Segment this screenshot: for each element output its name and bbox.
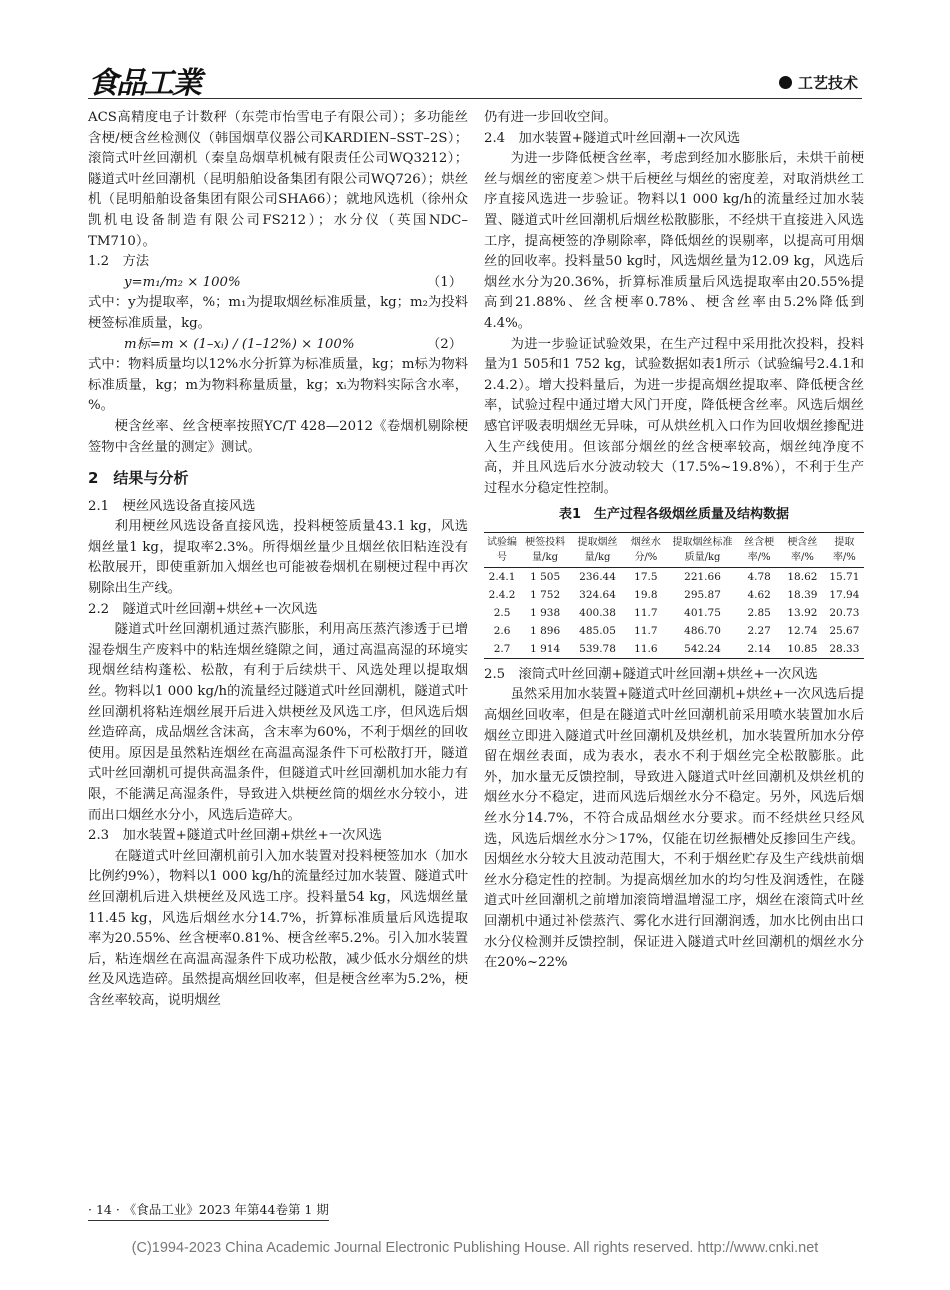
paragraph: 利用梗丝风选设备直接风选，投料梗签质量43.1 kg，风选烟丝量1 kg，提取率2.3%。所得烟丝量少且烟丝依旧粘连没有松散展开，即使重新加入烟丝也可能被卷烟机在剔梗过程中再次剔除出生产线。 [88,519,468,597]
paragraph: ACS高精度电子计数秤（东莞市怡雪电子有限公司）；多功能丝含梗/梗含丝检测仪（韩国烟草仪器公司KARDIEN–SST–2S）；滚筒式叶丝回潮机（秦皇岛烟草机械有限责任公司WQ3212）；隧道式叶丝回潮机（昆明船舶设备集团有限公司WQ726）；烘丝机（昆明船舶设备集团有限公司SHA66）；就地风选机（徐州众凯机电设备制造有限公司FS212）；水分仪（英国NDC–TM710）。 [88,110,468,249]
column-header: 提取率/% [825,532,864,567]
table-row [484,567,864,586]
section-heading: 2.3 加水装置+隧道式叶丝回潮+烘丝+一次风选 [88,828,382,844]
table-cell: 19.8 [634,588,658,601]
table-cell: 10.85 [780,640,825,659]
table-cell: 400.38 [579,606,616,619]
section-label [779,72,858,93]
table-row [484,622,864,640]
table-cell: 28.33 [825,640,864,659]
table-cell: 12.74 [787,624,818,637]
table-row [484,640,864,659]
section-label-text: 工艺技术 [797,74,858,92]
table-cell: 2.14 [738,640,780,659]
column-header: 提取烟丝量/kg [570,532,625,567]
table-cell: 11.7 [634,624,658,637]
paragraph: 仍有进一步回收空间。 [484,110,617,125]
table-cell: 17.5 [634,570,658,583]
table-cell: 13.92 [787,606,818,619]
table-cell: 2.6 [493,624,511,637]
copyright-notice: (C)1994-2023 China Academic Journal Electronic Publishing House. All rights reserved. http://www.cnki.net [131,1240,819,1256]
equation-1 [88,273,468,294]
column-header: 试验编号 [484,532,520,567]
table-cell: 1 896 [530,624,561,637]
section-heading: 2.1 梗丝风选设备直接风选 [88,498,256,514]
equation-number: （2） [426,336,462,352]
paragraph: 梗含丝率、丝含梗率按照YC/T 428—2012《卷烟机剔除梗签物中含丝量的测定》测试。 [88,418,468,455]
table-cell: 485.05 [579,624,616,637]
paragraph: 虽然采用加水装置+隧道式叶丝回潮机+烘丝+一次风选后提高烟丝回收率，但是在隧道式叶丝回潮机前采用喷水装置加水后烟丝立即进入隧道式叶丝回潮机及烘丝机，加水装置所加水分停留在烟丝表面，成为表水，表水不利于烟丝完全松散膨胀。此外，加水量无反馈控制，导致进入隧道式叶丝回潮机及烘丝机的烟丝水分不稳定，进而风选后烟丝水分不稳定。另外，风选后烟丝水分14.7%，不符合成品烟丝水分要求。而不经烘丝只经风选，风选后烟丝水分＞17%，仅能在切丝振槽处反掺回生产线。因烟丝水分较大且波动范围大，不利于烟丝贮存及生产线烘前烟丝水分稳定性的控制。为提高烟丝加水的均匀性及润透性，在隧道式叶丝回潮机之前增加滚筒增温增湿工序，烟丝在滚筒式叶丝回潮机中通过补偿蒸汽、雾化水进行回潮润透，加水比例由出口水分仪检测并反馈控制，保证进入隧道式叶丝回潮机的烟丝水分在20%~22% [484,687,864,971]
table-cell: 20.73 [829,606,860,619]
table-cell: 2.4.2 [488,588,516,601]
table-cell: 1 752 [530,588,561,601]
page-footer: · 14 · 《食品工业》2023 年第44卷第 1 期 [88,1200,329,1221]
column-header: 丝含梗率/% [738,532,780,567]
paragraph: 为进一步验证试验效果，在生产过程中采用批次投料，投料量为1 505和1 752 kg，试验数据如表1所示（试验编号2.4.1和2.4.2）。增大投料量后，为进一步提高烟丝提取率、降低梗含丝率，试验过程中通过增大风门开度，降低梗含丝率。风选后烟丝感官评吸表明烟丝无异味，可从烘丝机入口作为回收烟丝掺配进入生产线使用。但该部分烟丝的丝含梗率较高，烟丝纯净度不高，并且风选后水分波动较大（17.5%~19.8%），不利于生产过程水分稳定性控制。 [484,336,864,496]
table-cell: 401.75 [684,606,721,619]
table-cell: 18.62 [787,570,818,583]
data-table [484,532,864,659]
paragraph: 式中：y为提取率，%；m₁为提取烟丝标准质量，kg；m₂为投料梗签标准质量，kg。 [88,295,468,331]
table-cell: 4.62 [747,588,771,601]
table-cell: 17.94 [829,588,860,601]
column-header: 梗含丝率/% [780,532,825,567]
table-cell: 295.87 [684,588,721,601]
bullet-icon [779,76,792,89]
section-heading: 2.5 滚筒式叶丝回潮+隧道式叶丝回潮+烘丝+一次风选 [484,666,818,682]
table-cell: 11.6 [625,640,667,659]
paragraph: 为进一步降低梗含丝率，考虑到经加水膨胀后，未烘干前梗丝与烟丝的密度差＞烘干后梗丝与烟丝的密度差，对取消烘丝工序直接风选进一步验证。物料以1 000 kg/h的流量经过加水装置、隧道式叶丝回潮机后烟丝松散膨胀，不经烘干直接进入风选工序，提高梗签的净剔除率，降低烟丝的误剔率，以提高可用烟丝的回收率。投料量50 kg时，风选烟丝量为12.09 kg，风选后烟丝水分为20.36%，折算标准质量后风选提取率由20.55%提高到21.88%、丝含梗率0.78%、梗含丝率由5.2%降低到4.4%。 [484,151,864,331]
table-header-row [484,532,864,567]
header-rule [88,98,862,99]
table-cell: 25.67 [829,624,860,637]
equation-text: m标=m × (1–xᵢ) / (1–12%) × 100% [124,336,355,352]
equation-number: （1） [426,274,462,290]
journal-logo: 食品工業 [88,66,200,101]
table-cell: 2.85 [747,606,771,619]
section-heading-major: 2 结果与分析 [88,469,189,488]
table-cell: 2.27 [747,624,771,637]
table-cell: 486.70 [684,624,721,637]
section-heading: 1.2 方法 [88,254,150,270]
table-cell: 4.78 [747,570,771,583]
table-cell: 539.78 [570,640,625,659]
table-cell: 15.71 [829,570,860,583]
right-column [484,108,864,974]
table-cell: 11.7 [634,606,658,619]
table-row [484,586,864,604]
table-cell: 1 938 [530,606,561,619]
equation-text: y=m₁/m₂ × 100% [124,274,241,290]
table-cell: 542.24 [667,640,739,659]
paragraph: 式中：物料质量均以12%水分折算为标准质量，kg；m标为物料标准质量，kg；m为物料称量质量，kg；xᵢ为物料实际含水率，%。 [88,357,468,414]
table-cell: 18.39 [787,588,818,601]
section-heading: 2.2 隧道式叶丝回潮+烘丝+一次风选 [88,601,318,617]
equation-2 [88,335,468,356]
table-cell: 2.4.1 [488,570,516,583]
column-header: 烟丝水分/% [625,532,667,567]
table-caption: 表1 生产过程各级烟丝质量及结构数据 [558,507,790,523]
table-cell: 221.66 [684,570,721,583]
table-cell: 324.64 [579,588,616,601]
table-cell: 236.44 [579,570,616,583]
paragraph: 隧道式叶丝回潮机通过蒸汽膨胀，利用高压蒸汽渗透于已增湿卷烟生产废料中的粘连烟丝缝隙之间，通过高温高湿的环境实现烟丝结构蓬松、松散，有利于后续烘干、风选处理以提取烟丝。物料以1 000 kg/h的流量经过隧道式叶丝回潮机，隧道式叶丝回潮机将粘连烟丝展开后进入烘梗丝及风选工序，但风选后烟丝造碎高，成品烟丝含沫高，含末率为60%，不利于烟丝的回收使用。原因是虽然粘连烟丝在高温高湿条件下可松散打开，隧道式叶丝回潮机可提供高温条件，但隧道式叶丝回潮机加水能力有限，不能满足高湿条件，导致进入烘梗丝筒的烟丝水分较小，进而出口烟丝水分小，风选后造碎大。 [88,622,468,823]
table-row [484,604,864,622]
column-header: 梗签投料量/kg [520,532,570,567]
table-cell: 1 914 [520,640,570,659]
table-cell: 2.5 [493,606,511,619]
section-heading: 2.4 加水装置+隧道式叶丝回潮+一次风选 [484,130,741,146]
table-cell: 1 505 [530,570,561,583]
column-header: 提取烟丝标准质量/kg [667,532,739,567]
table-cell: 2.7 [484,640,520,659]
left-column [88,108,468,1012]
paragraph: 在隧道式叶丝回潮机前引入加水装置对投料梗签加水（加水比例约9%），物料以1 000 kg/h的流量经过加水装置、隧道式叶丝回潮机后进入烘梗丝及风选工序。投料量54 kg，风选烟丝量11.45 kg，风选后烟丝水分14.7%，折算标准质量后风选提取率为20.55%、丝含梗率0.81%、梗含丝率5.2%。引入加水装置后，粘连烟丝在高温高湿条件下成功松散，减少低水分烟丝的烘丝及风选造碎。虽然提高烟丝回收率，但是梗含丝率为5.2%，梗含丝率较高，说明烟丝 [88,848,468,1008]
